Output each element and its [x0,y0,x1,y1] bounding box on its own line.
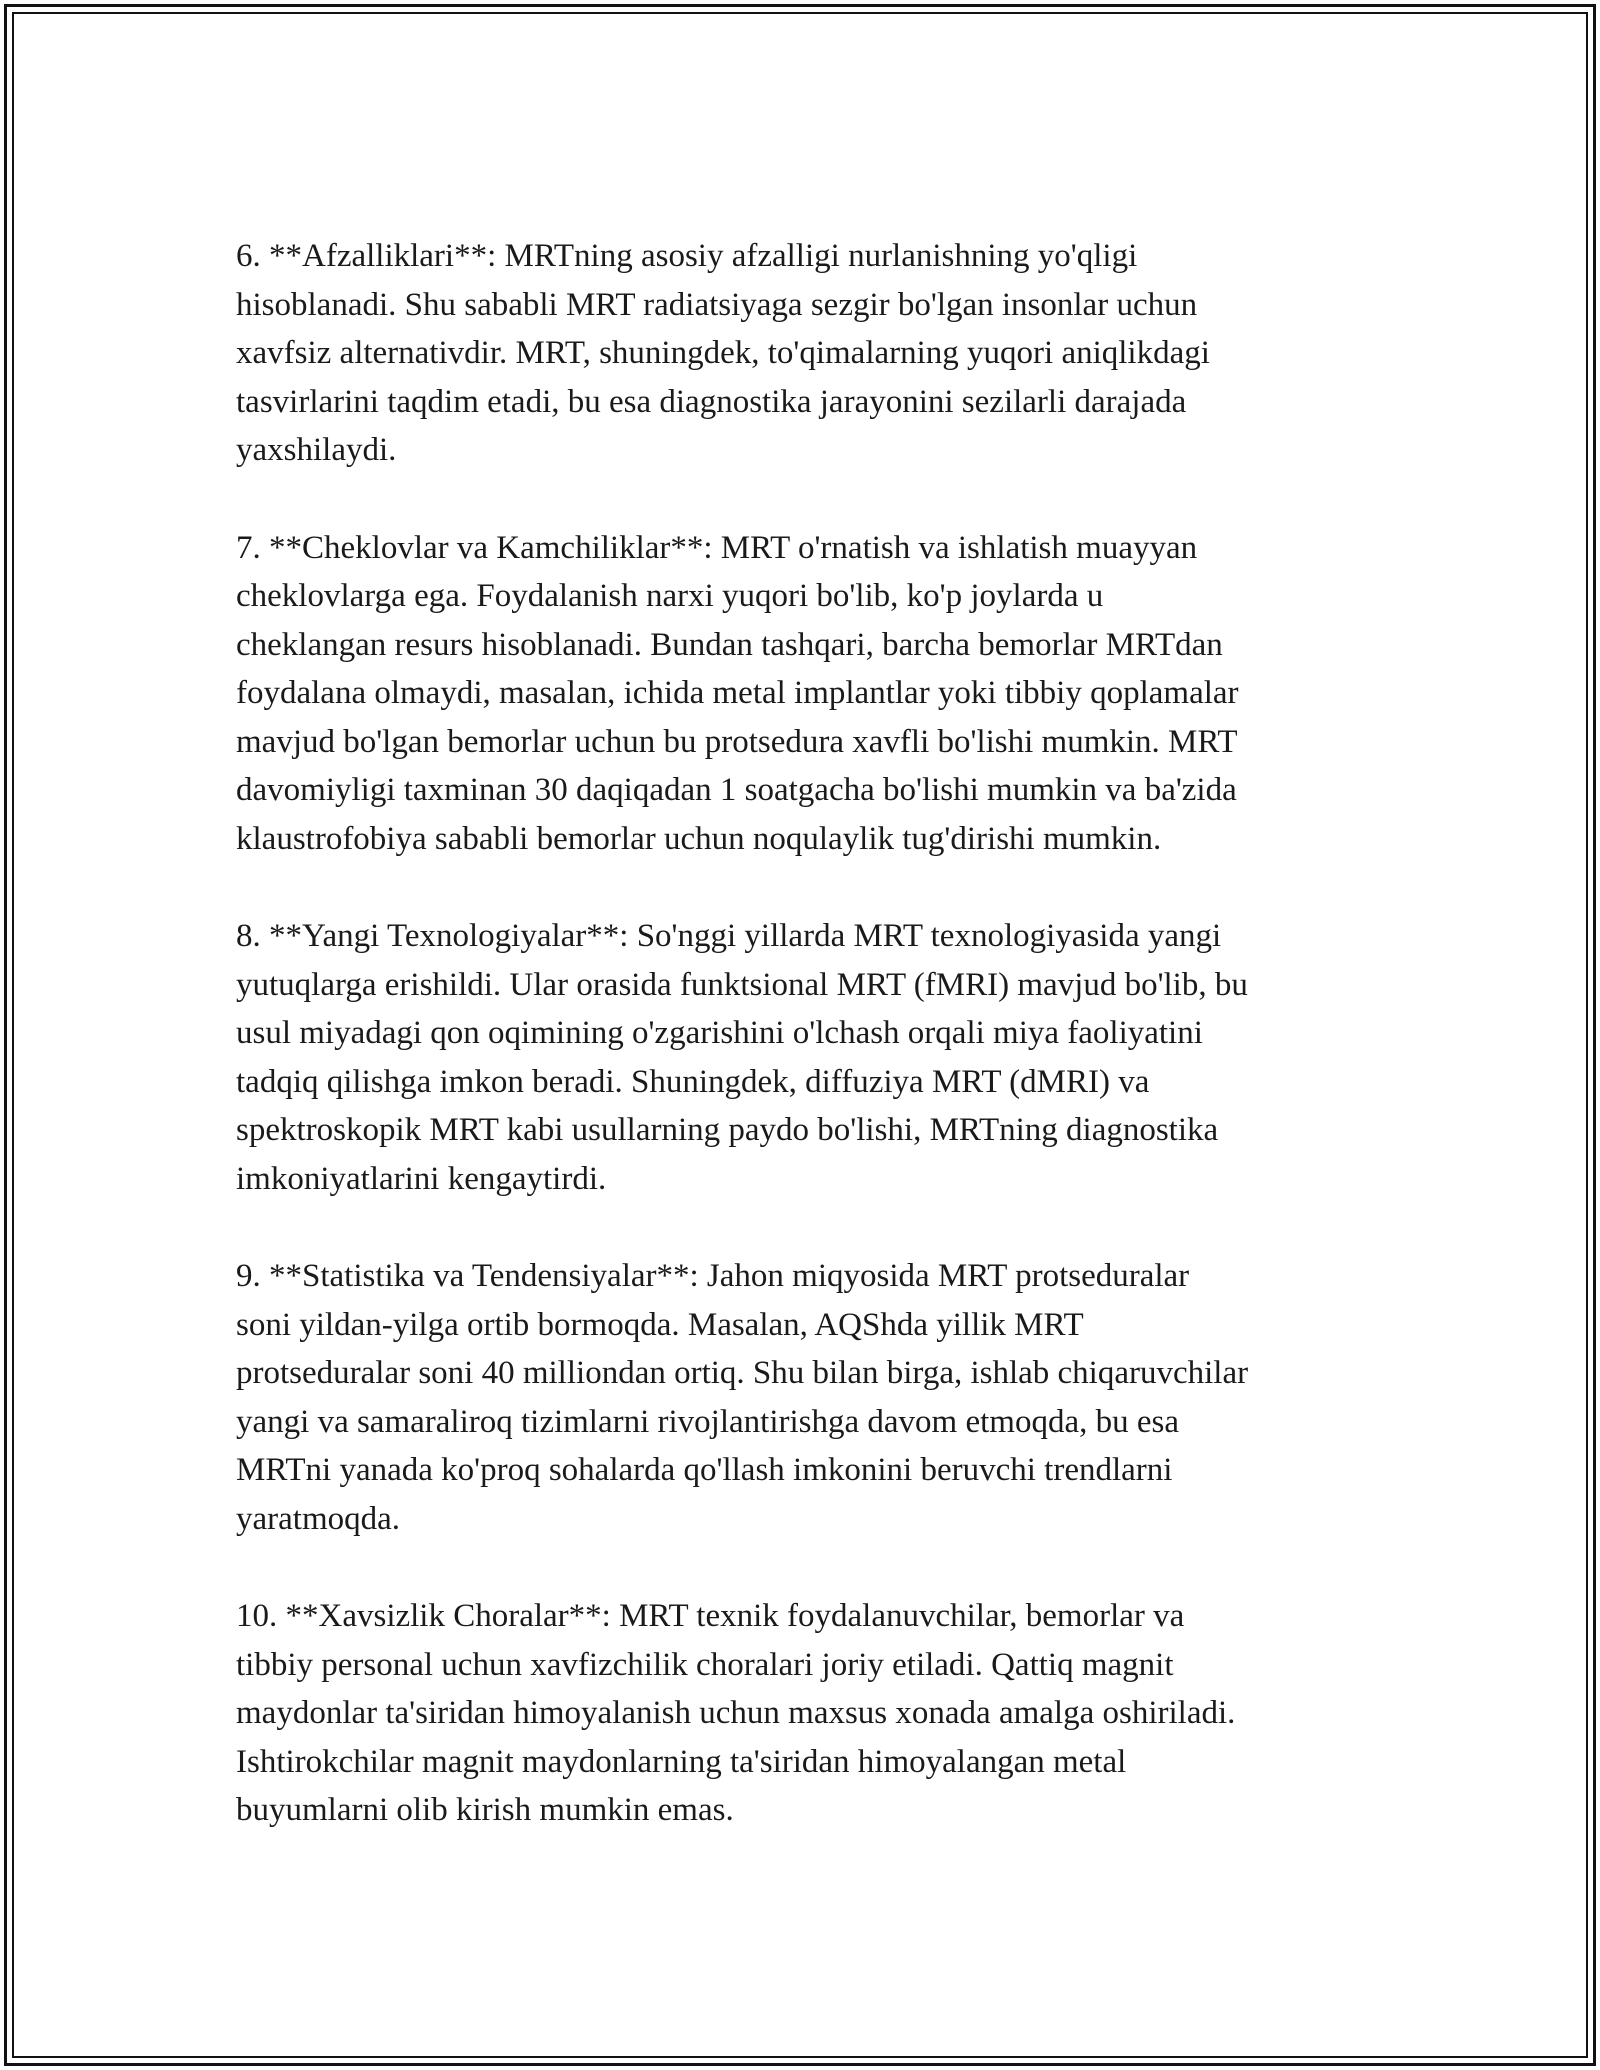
paragraph-afzalliklari: 6. **Afzalliklari**: MRTning asosiy afzalligi nurlanishning yo'qligi hisoblanadi. Shu sababli MRT radiatsiyaga sezgir bo'lgan insonlar uchun xavfsiz alternativdir. MRT, shuningdek, to'qimalarning yuqori aniqlikdagi tasvirlarini taqdim etadi, bu esa diagnostika jarayonini sezilarli darajada yaxshilaydi. [236,238,1210,468]
paragraph-xavsizlik: 10. **Xavsizlik Choralar**: MRT texnik foydalanuvchilar, bemorlar va tibbiy personal uchun xavfizchilik choralari joriy etiladi. Qattiq magnit maydonlar ta'siridan himoyalanish uchun maxsus xonada amalga oshiriladi. Ishtirokchilar magnit maydonlarning ta'siridan himoyalangan metal buyumlarni olib kirish mumkin emas. [236,1598,1236,1828]
paragraph-yangi-texnologiyalar: 8. **Yangi Texnologiyalar**: So'nggi yillarda MRT texnologiyasida yangi yutuqlarga erishildi. Ular orasida funktsional MRT (fMRI) mavjud bo'lib, bu usul miyadagi qon oqimining o'zgarishini o'lchash orqali miya faoliyatini tadqiq qilishga imkon beradi. Shuningdek, diffuziya MRT (dMRI) va spektroskopik MRT kabi usullarning paydo bo'lishi, MRTning diagnostika imkoniyatlarini kengaytirdi. [236,918,1248,1197]
paragraph-cheklovlar: 7. **Cheklovlar va Kamchiliklar**: MRT o'rnatish va ishlatish muayyan cheklovlarga ega. Foydalanish narxi yuqori bo'lib, ko'p joylarda u cheklangan resurs hisoblanadi. Bundan tashqari, barcha bemorlar MRTdan foydalana olmaydi, masalan, ichida metal implantlar yoki tibbiy qoplamalar mavjud bo'lgan bemorlar uchun bu protsedura xavfli bo'lishi mumkin. MRT davomiyligi taxminan 30 daqiqadan 1 soatgacha bo'lishi mumkin va ba'zida klaustrofobiya sababli bemorlar uchun noqulaylik tug'dirishi mumkin. [236,529,1239,857]
document-body [236,232,1376,1884]
paragraph-statistika: 9. **Statistika va Tendensiyalar**: Jahon miqyosida MRT protseduralar soni yildan-yilga ortib bormoqda. Masalan, AQShda yillik MRT protseduralar soni 40 milliondan ortiq. Shu bilan birga, ishlab chiqaruvchilar yangi va samaraliroq tizimlarni rivojlantirishga davom etmoqda, bu esa MRTni yanada ko'proq sohalarda qo'llash imkonini beruvchi trendlarni yaratmoqda. [236,1258,1249,1537]
